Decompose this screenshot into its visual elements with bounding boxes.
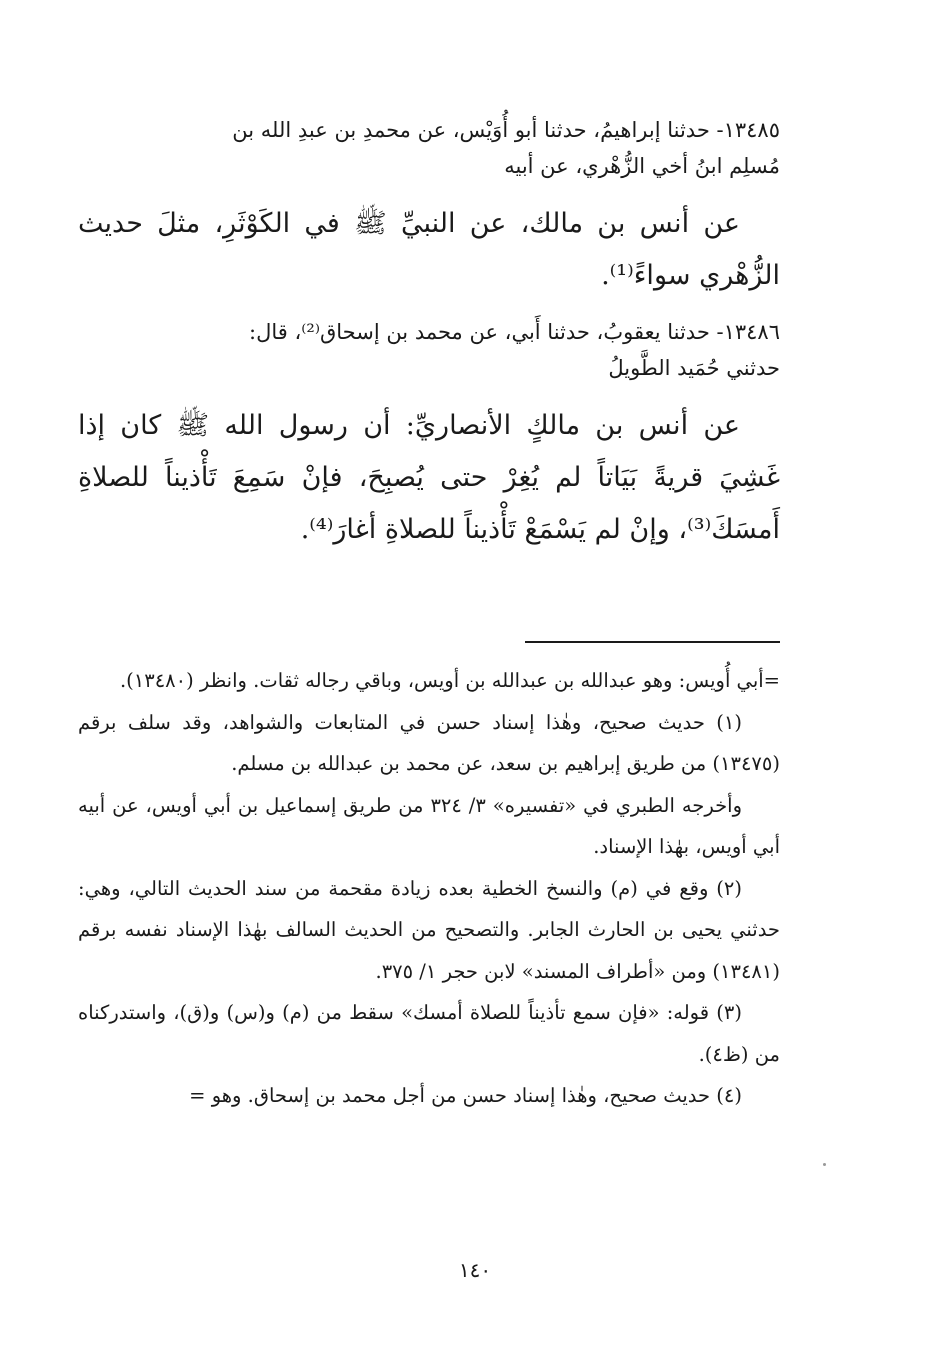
footnote-1-extra: وأخرجه الطبري في «تفسيره» ٣/ ٣٢٤ من طريق إسماعيل بن أبي أويس، عن أبيه أبي أويس، بهٰذا الإسناد.: [78, 793, 780, 858]
footnote-2: (٢) وقع في (م) والنسخ الخطية بعده زيادة مقحمة من سند الحديث التالي، وهي: حدثني يحيى بن الحارث الجابر. والتصحيح من الحديث السالف بهٰذا الإسناد نفسه برقم (١٣٤٨١) ومن «أطراف المسند» لابن حجر ١/ ٣٧٥.: [78, 876, 780, 983]
page-number: ١٤٠: [458, 1258, 492, 1282]
main-text: [78, 112, 780, 568]
footnote-1: (١) حديث صحيح، وهٰذا إسناد حسن في المتابعات والشواهد، وقد سلف برقم (١٣٤٧٥) من طريق إبراهيم بن سعد، عن محمد بن عبدالله بن مسلم.: [78, 710, 780, 775]
hadith-13485: [78, 112, 780, 302]
footnotes: [78, 660, 780, 1117]
hadith-13486: [78, 314, 780, 556]
matn: عن أنس بن مالك، عن النبيِّ ﷺ في الكَوْثَرِ، مثلَ حديث الزُّهْري سواءً⁽¹⁾.: [78, 208, 780, 291]
isnad-line: مُسلِم ابنُ أخي الزُّهْري، عن أبيه: [504, 154, 780, 178]
footnote-3: (٣) قوله: «فإن سمع تأذيناً للصلاة أمسك» سقط من (م) و(س) و(ق)، واستدركناه من (ظ٤).: [78, 1001, 780, 1066]
footnote-4: (٤) حديث صحيح، وهٰذا إسناد حسن من أجل محمد بن إسحاق. وهو =: [189, 1084, 742, 1107]
scan-speck: [823, 1163, 826, 1166]
isnad-line: ١٣٤٨٥- حدثنا إبراهيمُ، حدثنا أبو أُوَيْس، عن محمدِ بن عبدِ الله بن: [232, 118, 780, 142]
isnad-line: ١٣٤٨٦- حدثنا يعقوبُ، حدثنا أَبي، عن محمد بن إسحاق⁽²⁾، قال:: [249, 320, 780, 344]
matn: عن أنس بن مالكٍ الأنصاريِّ: أن رسول الله ﷺ كان إذا غَشِيَ قريةً بَيَاتاً لم يُغِرْ حتى يُصبِحَ، فإنْ سَمِعَ تَأْذيناً للصلاةِ أَمسَكَ⁽³⁾، وإنْ لم يَسْمَعْ تَأْذيناً للصلاةِ أغارَ⁽⁴⁾.: [78, 410, 780, 545]
footnote-continuation: =أبي أُويس: وهو عبدالله بن عبدالله بن أويس، وباقي رجاله ثقات. وانظر (١٣٤٨٠).: [119, 669, 780, 692]
isnad: [78, 112, 780, 184]
isnad-line: حدثني حُمَيد الطَّويلُ: [608, 356, 780, 380]
isnad: [78, 314, 780, 386]
footnote-divider: [525, 641, 780, 643]
